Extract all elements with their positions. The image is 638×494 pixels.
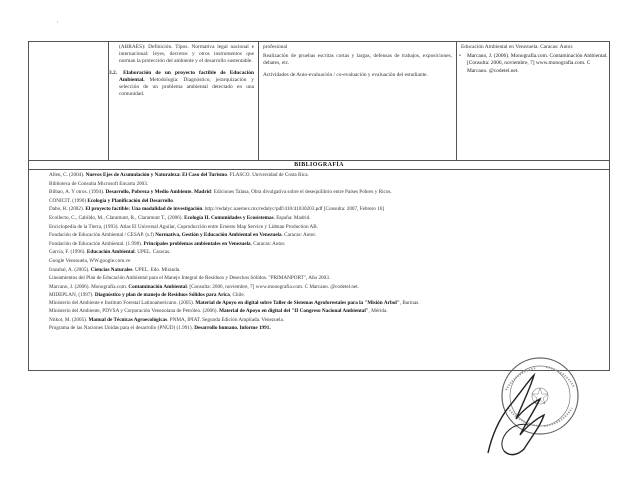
entry-text: Enciclopedia de la Tierra, (1993). Atlas El Universal Aguilar, Coproducción entre Ernesto Map Service y Lidman Production AB. [49, 223, 319, 230]
item-number: 3.2. [109, 69, 118, 76]
reference-list [457, 53, 609, 75]
entry-text: Bilbao, A. Y otros. (1994). [49, 189, 106, 196]
entry-suffix: . [172, 197, 175, 204]
entry-text: García, F. (1996). [49, 249, 87, 256]
bibliography-entry [49, 180, 603, 189]
entry-suffix: . UPEL. Edo. Miranda. [132, 266, 181, 273]
bibliography-heading: BIBLIOGRAFÍA [29, 161, 609, 170]
entry-title: Ecología y Planificación del Desarrollo [87, 197, 173, 204]
evaluation-line-1: profesional [263, 44, 288, 50]
reference-bullet: • Marcano, J. (2006). Monografía.com. Contaminación Ambiental. [Consulta: 2006, noviembre, 7] www.monografia.com. C Marcano. @codetel.net. [467, 53, 609, 75]
entry-suffix: . Caracas: Autor. [250, 240, 286, 247]
entry-text: Google Venezuela, WW.google.com.ve [49, 257, 131, 264]
entry-title: Manual de Técnicas Agroecológicas [88, 316, 168, 323]
table-col-evaluation [259, 42, 457, 160]
entry-text: Allen, C. (2004). [49, 172, 86, 178]
item-body: Metodología: Diagnóstico, jerarquización y selección de un problema ambiental detectado en una comunidad. [119, 76, 254, 98]
entry-text: Nitkot, M. (2005). [49, 316, 89, 323]
entry-title: Material de Apoyo en digital sobre Taller de Sistemas Agroforestales para la "Misión Árbol" [195, 299, 400, 306]
entry-suffix: , Chile. [229, 292, 246, 299]
entry-text: Ministerio del Ambiente e Instituto Forestal Latinoamericano. (2005). [49, 299, 196, 306]
entry-title: Nuevos Ejes de Acumulación y Naturaleza: El Caso del Turismo [85, 172, 227, 178]
entry-text: Fundación de Educación Ambiental / CESAP. (s.f) [49, 232, 156, 239]
evaluation-line-2: Realización de pruebas escritas cortas y largas, defensas de trabajos, exposiciones, debates, etc. [263, 53, 452, 67]
reference-line-1: Educación Ambiental en Venezuela. Caracas: Autor. [461, 44, 574, 50]
entry-title: Desarrollo humano. Informe 1991. [194, 325, 271, 332]
bibliography-entry [49, 266, 603, 275]
entry-text: Dabo, R. (2002). [49, 206, 86, 213]
bibliography-entry [49, 274, 603, 283]
bibliography-entry [49, 291, 603, 300]
entry-suffix: . España: Madrid. [273, 214, 311, 221]
entry-suffix: . [Consulta: 2006, noviembre, 7] www.monografia.com. C Marcano. @codetel.net. [186, 283, 360, 290]
bibliography-entry [49, 197, 603, 206]
entry-suffix: , Mérida. [368, 308, 388, 315]
entry-title: Ciencias Naturales [90, 266, 133, 273]
entry-text: Ecollecto, C., Cabildo, M., Claramunt, R., Claramunt T., (2006). [49, 214, 185, 221]
handwritten-signature [470, 365, 560, 460]
stray-mark: ' [57, 20, 59, 28]
entry-text: Programa de las Naciones Unidas para el desarrollo (PNUD) (1.991). [49, 325, 195, 332]
bibliography-entry [49, 231, 603, 240]
bibliography-entry [49, 171, 603, 180]
bibliography-entry [49, 188, 603, 197]
entry-suffix: . http://redalyc.uaemex.mx/redalyc/pdf/410/41030203.pdf [Consulta: 2007, Febrero 16] [202, 206, 385, 213]
bibliography-entry [49, 205, 603, 214]
table-col-empty [29, 42, 109, 160]
table-col-references [457, 42, 609, 160]
entry-text: MIDEPLAN, (1997). [49, 292, 95, 299]
entry-suffix: , Barinas. [399, 299, 420, 306]
entry-text: Fundación de Educación Ambiental. (1.998). [49, 240, 144, 247]
entry-title: Contaminación Ambiental [128, 283, 187, 290]
entry-suffix: . UPEL. Caracas. [134, 249, 171, 256]
entry-title: Educación Ambiental [86, 249, 135, 256]
bibliography-entry [49, 316, 603, 325]
bibliography-entry [49, 214, 603, 223]
bibliography-entry [49, 257, 603, 266]
entry-suffix: . FLASCO. Universidad de Costa Rica. [226, 172, 309, 178]
item-title: Elaboración de un proyecto factible de Educación Ambiental. [119, 69, 254, 83]
entry-text: Irazabal, A. (2005). [49, 266, 91, 273]
bibliography-entry [49, 324, 603, 333]
entry-text: Lineamientos del Plan de Educación Ambiental para el Manejo Integral de Residuos y Desechos Sólidos. "PRIMANPORT", Año 2003. [49, 275, 331, 282]
entry-title: Material de Apoyo en digital del "II Congreso Nacional Ambiental" [219, 308, 369, 315]
entry-suffix: . PNMA, IPIAT. Segunda Edición Ampliada. Venezuela. [167, 316, 285, 323]
entry-text: Biblioteca de Consulta Microsoft Encarta 2003. [49, 180, 149, 187]
entry-title: Principales problemas ambientales en Venezuela [143, 240, 251, 247]
entry-title: Desarrollo, Pobreza y Medio Ambiente. Madrid [105, 189, 211, 196]
entry-title: Ecología II. Comunidades y Ecosistemas [184, 214, 274, 221]
bibliography-entry [49, 240, 603, 249]
entry-text: Marcano, J. (2006). Monografía.com. [49, 283, 129, 290]
entry-text: CONICIT. (1990) [49, 197, 88, 204]
table-col-contents [109, 42, 259, 160]
content-table [28, 41, 610, 161]
bibliography-entry [49, 300, 603, 307]
bibliography-section [28, 161, 610, 371]
entry-title: Diagnóstico y plan de manejo de Residuos Sólidos para Arica [94, 292, 230, 299]
contents-intro: (ABRAES): Definición. Tipos. Normativa legal nacional e internacional: leyes, decretos y otros instrumentos que norman la protección del ambiente y el desarrollo sustentable. [119, 44, 254, 65]
entry-suffix: . Caracas: Autor. [281, 232, 317, 239]
contents-item-3-2 [109, 68, 258, 101]
entry-title: Normativa, Gestión y Educación Ambiental en Venezuela [155, 232, 282, 239]
entry-suffix: : Ediciones Talasa, Obra divulgativa sobre el desequilibrio entre Países Pobres y Ricos. [210, 189, 392, 196]
entry-text: Ministerio del Ambiente, PDVSA y Corporación Venezolana de Petróleo. (2006). [49, 308, 220, 315]
bibliography-entry [49, 223, 603, 232]
bibliography-entry [49, 283, 603, 292]
bibliography-entry [49, 248, 603, 257]
evaluation-line-3: Actividades de Auto-evaluación / co-evaluación y evaluación del estudiante. [263, 71, 428, 78]
entry-title: El proyecto factible: Una modalidad de investigación [85, 206, 203, 213]
bibliography-list [29, 171, 609, 333]
bibliography-entry [49, 307, 603, 316]
